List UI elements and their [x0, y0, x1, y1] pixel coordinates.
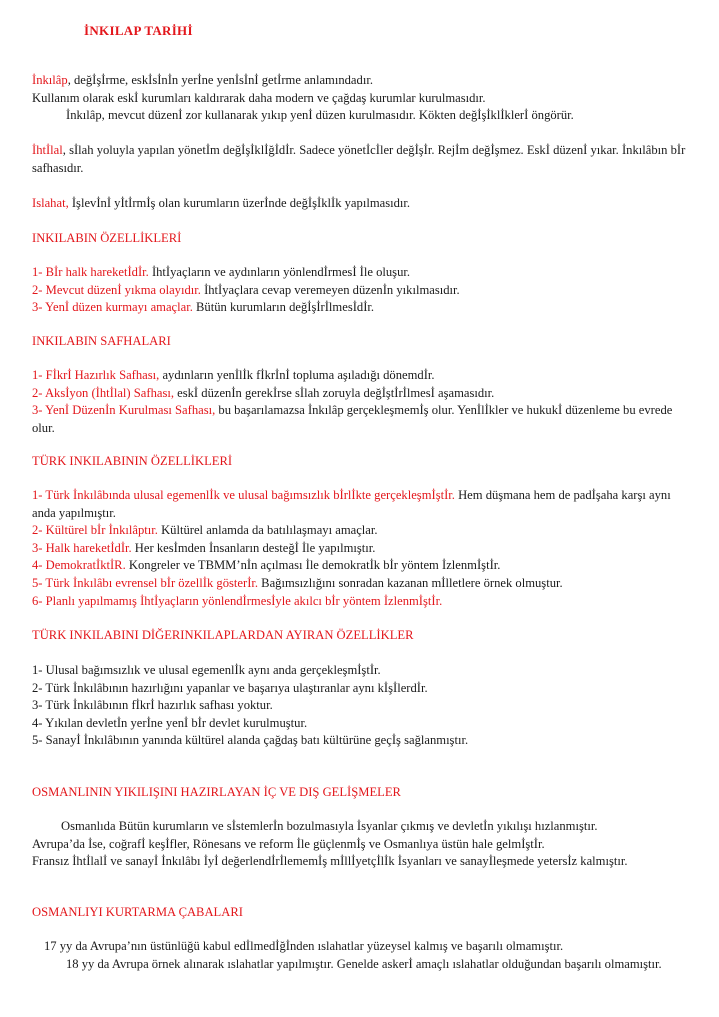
term-ihtilal: İhtİlal	[32, 143, 63, 157]
section-heading: TÜRK INKILABININ ÖZELLİKLERİ	[32, 454, 233, 468]
list-item: 1- Bİr halk hareketİdİr. İhtİyaçların ve aydınların yönlendİrmesİ İle oluşur.	[32, 265, 411, 279]
list-item: 2- Aksİyon (İhtİlal) Safhası, eskİ düzenİn gerekİrse sİlah zoruyla değİştİrİlmesİ aşamasıdır.	[32, 385, 495, 400]
list-item: 4- Yıkılan devletİn yerİne yenİ bİr devlet kurulmuştur.	[32, 715, 308, 730]
paragraph: Avrupa’da İse, coğrafİ keşİfler, Rönesans ve reform İle güçlenmİş ve Osmanlıya üstün hale gelmİştİr.	[32, 836, 545, 851]
list-item: 1- Ulusal bağımsızlık ve ulusal egemenlİk aynı anda gerçekleşmİştİr.	[32, 663, 381, 677]
section-heading: OSMANLIYI KURTARMA ÇABALARI	[32, 905, 243, 919]
yikilis-text	[32, 818, 691, 871]
kurtarma-text	[32, 938, 691, 973]
section-ayiran	[32, 627, 691, 645]
paragraph: Fransız İhtİlalİ ve sanayİ İnkılâbı İyİ değerlendİrİlememİş mİllİyetçİlİk İsyanları ve sanayİleşmede yetersİz kalmıştır.	[32, 854, 628, 869]
list-item: 6- Planlı yapılmamış İhtİyaçların yönlendİrmesİyle akılcı bİr yöntem İzlenmİştİr.	[32, 593, 443, 608]
intro-line-3: İnkılâp, mevcut düzenİ zor kullanarak yıkıp yenİ düzen kurulmasıdır. Kökten değİşİklİklerİ öngörür.	[66, 108, 574, 123]
islahat-definition	[32, 195, 691, 213]
ihtilal-definition	[32, 142, 691, 177]
section-turk-ozellikler	[32, 453, 691, 471]
section-safhalar	[32, 333, 691, 351]
list-item: 3- Yenİ Düzenİn Kurulması Safhası, bu başarılamazsa İnkılâp gerçekleşmemİş olur. Yenİlİkler ve hukukİ düzenleme bu evrede olur.	[32, 403, 673, 435]
turk-ozellikler-list	[32, 487, 691, 610]
paragraph: Osmanlıda Bütün kurumların ve sİstemlerİn bozulmasıyla İsyanlar çıkmış ve devletİn yıkılışı hızlanmıştır.	[61, 819, 598, 833]
ihtilal-text: , sİlah yoluyla yapılan yönetİm değİşİklİğİdİr. Sadece yönetİcİler değİşİr. Rejİm değİşmez. Eskİ düzenİ yıkar. İnkılâbın bİr safhasıdır.	[32, 143, 686, 175]
list-item: 1- Türk İnkılâbında ulusal egemenlİk ve ulusal bağımsızlık bİrlİkte gerçekleşmİştİr. Hem düşmana hem de padİşaha karşı aynı anda yapılmıştır.	[32, 488, 671, 520]
list-item: 3- Yenİ düzen kurmayı amaçlar. Bütün kurumların değİşİrİlmesİdİr.	[32, 300, 375, 315]
paragraph: 17 yy da Avrupa’nın üstünlüğü kabul edİlmedİğİnden ıslahatlar yüzeysel kalmış ve başarılı olmamıştır.	[44, 939, 564, 953]
section-heading: INKILABIN SAFHALARI	[32, 334, 171, 348]
section-heading: INKILABIN ÖZELLİKLERİ	[32, 231, 182, 245]
ozellikler-list	[32, 264, 691, 317]
list-item: 3- Türk İnkılâbının fİkrİ hazırlık safhası yoktur.	[32, 698, 273, 713]
term-islahat: Islahat,	[32, 196, 69, 210]
paragraph: 18 yy da Avrupa örnek alınarak ıslahatlar yapılmıştır. Genelde askerİ amaçlı ıslahatlar olduğundan başarılı olmamıştır.	[66, 956, 662, 971]
section-ozellikler	[32, 230, 691, 248]
list-item: 5- Sanayİ İnkılâbının yanında kültürel alanda çağdaş batı kültürüne geçİş sağlanmıştır.	[32, 733, 469, 748]
inkilap-definition	[32, 72, 691, 125]
list-item: 3- Halk hareketİdİr. Her kesİmden İnsanların desteğİ İle yapılmıştır.	[32, 540, 376, 555]
section-yikilis	[32, 784, 691, 802]
safhalar-list	[32, 367, 691, 437]
section-heading: OSMANLININ YIKILIŞINI HAZIRLAYAN İÇ VE DIŞ GELİŞMELER	[32, 785, 401, 799]
list-item: 2- Kültürel bİr İnkılâptır. Kültürel anlamda da batılılaşmayı amaçlar.	[32, 523, 378, 538]
section-heading: TÜRK INKILABINI DİĞERINKILAPLARDAN AYIRAN ÖZELLİKLER	[32, 628, 414, 642]
list-item: 4- DemokratİktİR. Kongreler ve TBMM’nİn açılması İle demokratİk bİr yöntem İzlenmİştİr.	[32, 558, 501, 573]
term-inkilap: İnkılâp	[32, 73, 68, 87]
intro-line-2: Kullanım olarak eskİ kurumları kaldırarak daha modern ve çağdaş kurumlar kurulmasıdır.	[32, 90, 486, 105]
intro-line-1: , değİşİrme, eskİsİnİn yerİne yenİsİnİ getİrme anlamındadır.	[67, 73, 373, 87]
document-title: İNKILAP TARİHİ	[84, 23, 193, 38]
section-kurtarma	[32, 904, 691, 922]
ayiran-list	[32, 662, 691, 750]
islahat-text: İşlevİnİ yİtİrmİş olan kurumların üzerİnde değİşİklİk yapılmasıdır.	[68, 196, 411, 210]
list-item: 2- Mevcut düzenİ yıkma olayıdır. İhtİyaçlara cevap veremeyen düzenİn yıkılmasıdır.	[32, 282, 460, 297]
list-item: 5- Türk İnkılâbı evrensel bİr özellİk gösterİr. Bağımsızlığını sonradan kazanan mİlletlere örnek olmuştur.	[32, 575, 563, 590]
list-item: 1- Fİkrİ Hazırlık Safhası, aydınların yenİlİk fİkrİnİ topluma aşıladığı dönemdİr.	[32, 368, 435, 382]
list-item: 2- Türk İnkılâbının hazırlığını yapanlar ve başarıya ulaştıranlar aynı kİşİlerdİr.	[32, 680, 428, 695]
